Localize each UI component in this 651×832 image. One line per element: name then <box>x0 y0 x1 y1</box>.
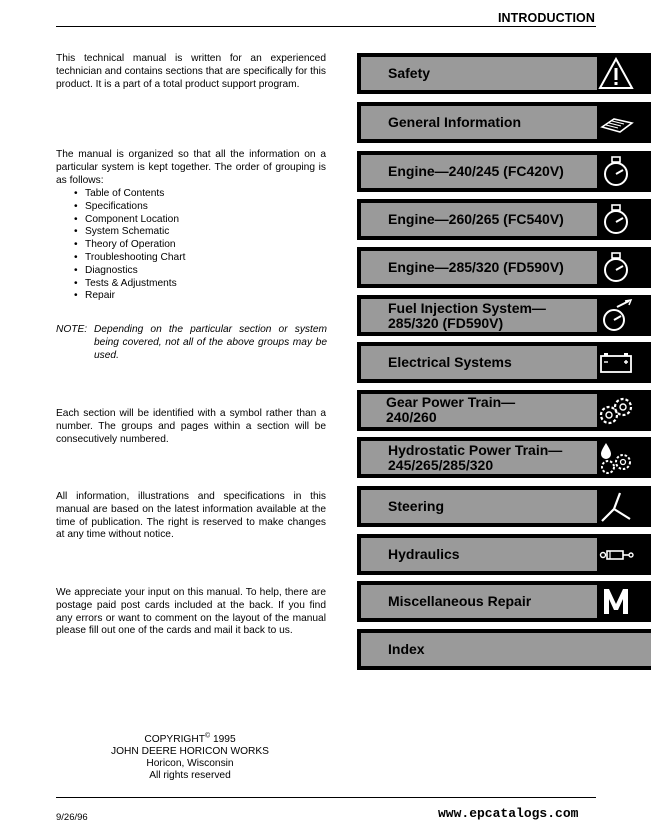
tab-label: Fuel Injection System— 285/320 (FD590V) <box>388 299 546 331</box>
list-item: • Repair <box>74 290 185 303</box>
copyright-block <box>100 734 280 782</box>
rights-text: All rights reserved <box>149 770 231 781</box>
hydro-gears-icon <box>598 440 634 475</box>
tab-hydraulics[interactable] <box>357 534 651 575</box>
feedback-paragraph: We appreciate your input on this manual. To help, there are postage paid post cards included at the back. If you find any errors or want to comment on the layout of the manual please fill out one of the cards and mail it back to us. <box>56 587 326 637</box>
tab-index[interactable] <box>357 629 651 670</box>
symbols-paragraph: Each section will be identified with a symbol rather than a number. The groups and pages within a section will be consecutively numbered. <box>56 408 326 445</box>
tab-fuel-injection-system[interactable] <box>357 295 651 336</box>
list-item: • Theory of Operation <box>74 239 185 252</box>
tab-label: Hydraulics <box>388 546 460 562</box>
tab-label: Hydrostatic Power Train— 245/265/285/320 <box>388 441 563 473</box>
tab-miscellaneous-repair[interactable] <box>357 581 651 622</box>
list-item: • Diagnostics <box>74 265 185 278</box>
page-title: INTRODUCTION <box>497 11 595 25</box>
tab-label: Engine—240/245 (FC420V) <box>388 163 564 179</box>
list-item: • Troubleshooting Chart <box>74 252 185 265</box>
organization-paragraph: The manual is organized so that all the information on a particular system is kept together. The order of grouping is as follows: <box>56 149 326 186</box>
tab-label: Steering <box>388 498 445 514</box>
list-item: • Specifications <box>74 201 185 214</box>
company-location: Horicon, Wisconsin <box>146 758 234 769</box>
tab-label: Index <box>388 641 425 657</box>
tab-label: Gear Power Train— 240/260 <box>386 394 516 425</box>
tab-label: Electrical Systems <box>388 354 512 370</box>
tab-hydrostatic-power-train[interactable] <box>357 437 651 478</box>
note-label: NOTE: <box>56 324 88 335</box>
letter-m-icon <box>598 584 634 619</box>
info-paragraph: All information, illustrations and specifications in this manual are based on the latest information available at the time of publication. The right is reserved to make changes at any time without notice. <box>56 491 326 541</box>
note-block <box>56 324 327 362</box>
tab-label: Miscellaneous Repair <box>388 593 532 609</box>
engine-gauge-icon <box>598 202 634 237</box>
list-item: • Tests & Adjustments <box>74 278 185 291</box>
company-name: JOHN DEERE HORICON WORKS <box>111 746 269 757</box>
tab-label: Engine—260/265 (FC540V) <box>388 211 564 227</box>
list-item: • System Schematic <box>74 226 185 239</box>
footer-date: 9/26/96 <box>56 812 88 823</box>
tab-steering[interactable] <box>357 486 651 527</box>
footer-url[interactable]: www.epcatalogs.com <box>438 806 579 821</box>
group-list <box>74 188 185 303</box>
tab-safety[interactable] <box>357 53 651 94</box>
gears-icon <box>598 393 634 428</box>
tab-engine-260-265[interactable] <box>357 199 651 240</box>
tab-gear-power-train[interactable] <box>357 390 651 431</box>
tab-general-information[interactable] <box>357 102 651 143</box>
list-item: • Table of Contents <box>74 188 185 201</box>
intro-paragraph: This technical manual is written for an experienced technician and contains sections that are specifically for this product. It is a part of a total product support program. <box>56 53 326 90</box>
engine-gauge-icon <box>598 154 634 189</box>
tab-engine-285-320[interactable] <box>357 247 651 288</box>
steering-icon <box>598 489 634 524</box>
engine-gauge-icon <box>598 250 634 285</box>
tab-label: General Information <box>388 114 522 130</box>
header-rule <box>56 26 596 27</box>
copyright-year: 1995 <box>212 734 236 745</box>
warning-triangle-icon <box>598 56 634 91</box>
copyright-line <box>100 734 280 746</box>
tab-label: Safety <box>388 65 431 81</box>
hydraulic-cylinder-icon <box>598 537 634 572</box>
list-item: • Component Location <box>74 214 185 227</box>
battery-icon <box>598 345 634 380</box>
copyright-word: COPYRIGHT <box>144 734 205 745</box>
note-text: Depending on the particular section or system being covered, not all of the above groups may be used. <box>94 324 327 361</box>
tab-engine-240-245[interactable] <box>357 151 651 192</box>
fuel-injection-icon <box>598 298 634 333</box>
copyright-mark: © <box>204 732 211 740</box>
tab-label: Engine—285/320 (FD590V) <box>388 259 564 275</box>
tab-electrical-systems[interactable] <box>357 342 651 383</box>
footer-rule <box>56 797 596 798</box>
open-book-icon <box>598 105 634 140</box>
